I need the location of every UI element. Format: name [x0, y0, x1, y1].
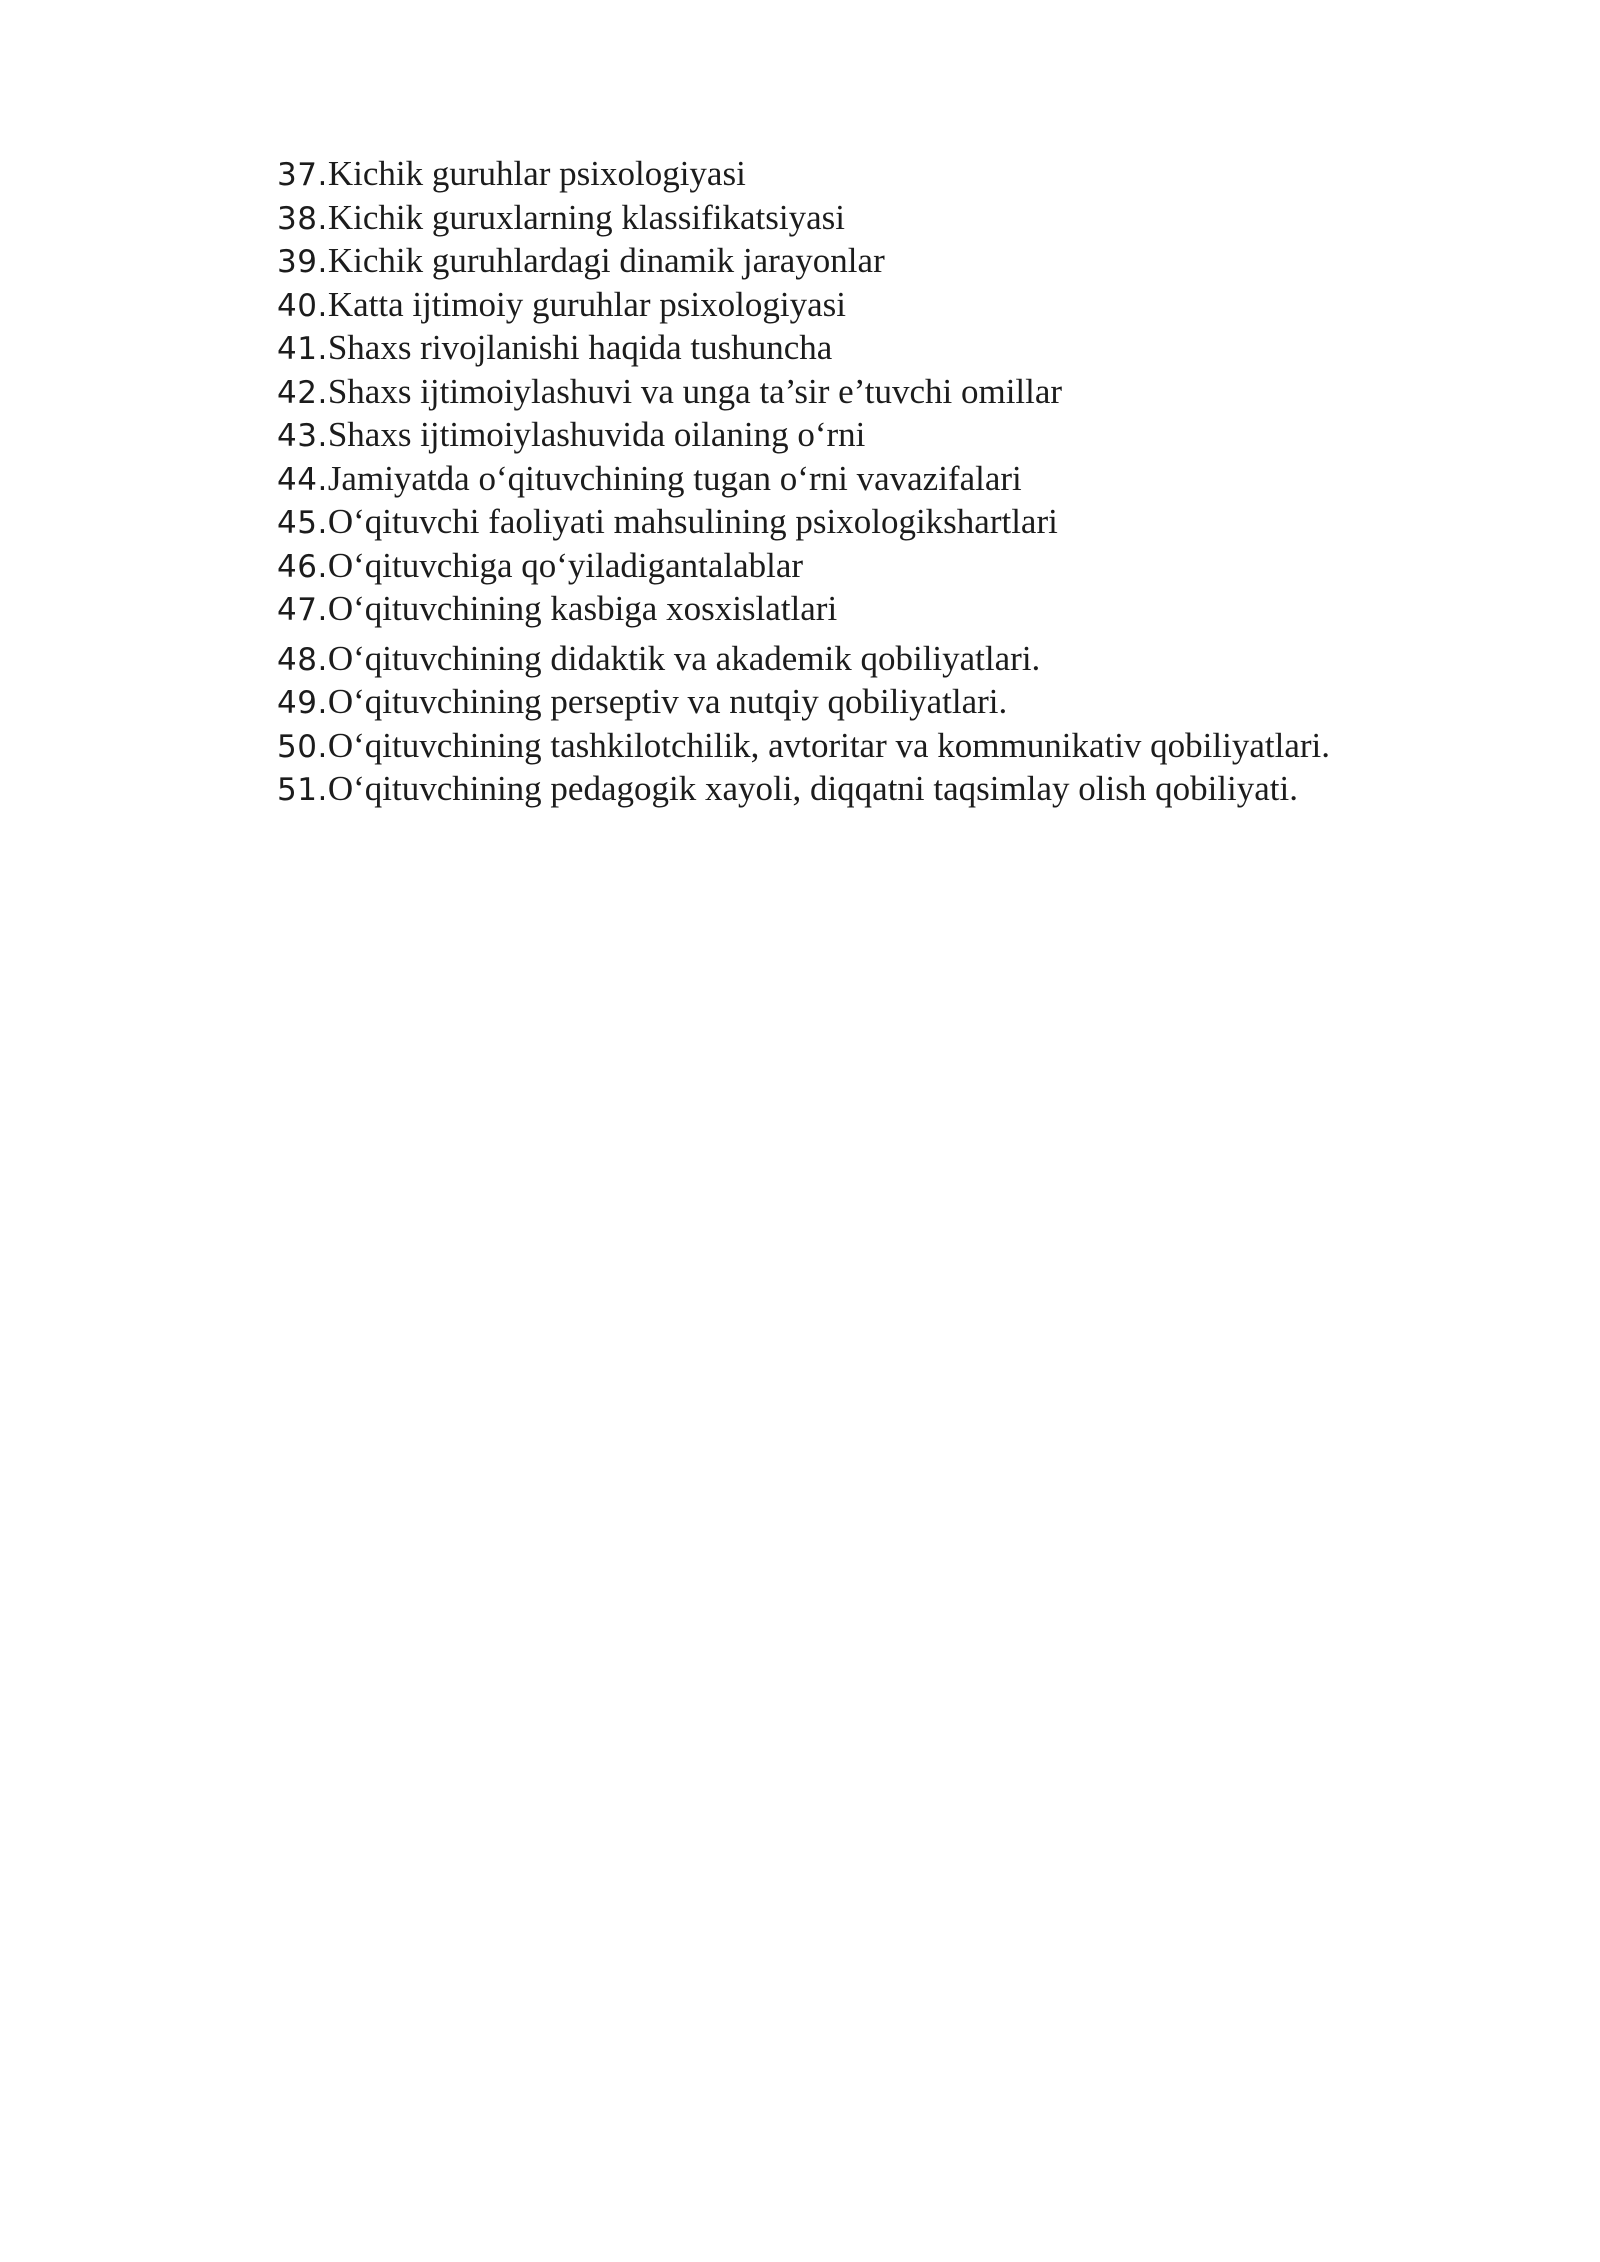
list-item [277, 370, 1557, 414]
item-text: O‘qituvchining perseptiv va nutqiy qobiliyatlari. [327, 682, 1008, 721]
item-number: 48. [277, 641, 328, 678]
list-item [277, 283, 1557, 327]
item-text: O‘qituvchiga qo‘yiladigantalablar [327, 545, 804, 585]
item-number: 42. [277, 374, 328, 411]
list-item [277, 457, 1557, 501]
item-number: 49. [277, 685, 328, 721]
item-number: 51. [277, 772, 328, 808]
item-text: Jamiyatda o‘qituvchining tugan o‘rni vavazifalari [327, 458, 1022, 498]
item-number: 43. [277, 418, 328, 454]
item-number: 47. [277, 592, 328, 628]
list-item [277, 326, 1557, 370]
list-item [277, 239, 1557, 283]
item-text: Katta ijtimoiy guruhlar psixologiyasi [327, 284, 846, 324]
list-item [277, 500, 1557, 544]
item-text: O‘qituvchi faoliyati mahsulining psixologikshartlari [327, 502, 1058, 541]
item-number: 45. [277, 505, 328, 541]
list-item [277, 152, 1557, 196]
item-text: Shaxs rivojlanishi haqida tushuncha [327, 328, 833, 367]
item-text: Shaxs ijtimoiylashuvida oilaning o‘rni [327, 415, 866, 454]
list-item [277, 196, 1557, 240]
list-item [277, 413, 1557, 457]
item-number: 38. [277, 200, 328, 237]
topic-list [277, 152, 1557, 811]
item-number: 50. [277, 728, 328, 765]
list-item [277, 724, 1557, 768]
item-text: O‘qituvchining kasbiga xosxislatlari [327, 589, 838, 628]
item-number: 40. [277, 287, 328, 324]
item-number: 37. [277, 157, 328, 193]
item-text: O‘qituvchining didaktik va akademik qobiliyatlari. [327, 638, 1041, 678]
list-item [277, 767, 1557, 811]
item-text: Kichik guruxlarning klassifikatsiyasi [327, 197, 845, 237]
item-text: Kichik guruhlardagi dinamik jarayonlar [327, 241, 885, 280]
item-number: 41. [277, 331, 328, 367]
item-text: O‘qituvchining tashkilotchilik, avtoritar va kommunikativ qobiliyatlari. [327, 725, 1330, 765]
item-text: Shaxs ijtimoiylashuvi va unga ta’sir e’tuvchi omillar [327, 371, 1063, 411]
item-number: 39. [277, 244, 328, 280]
item-number: 46. [277, 548, 328, 585]
item-text: O‘qituvchining pedagogik xayoli, diqqatni taqsimlay olish qobiliyati. [327, 769, 1298, 808]
list-item [277, 544, 1557, 588]
item-text: Kichik guruhlar psixologiyasi [327, 154, 746, 193]
list-item [277, 680, 1557, 724]
list-item [277, 587, 1557, 631]
item-number: 44. [277, 461, 328, 498]
list-item [277, 637, 1557, 681]
